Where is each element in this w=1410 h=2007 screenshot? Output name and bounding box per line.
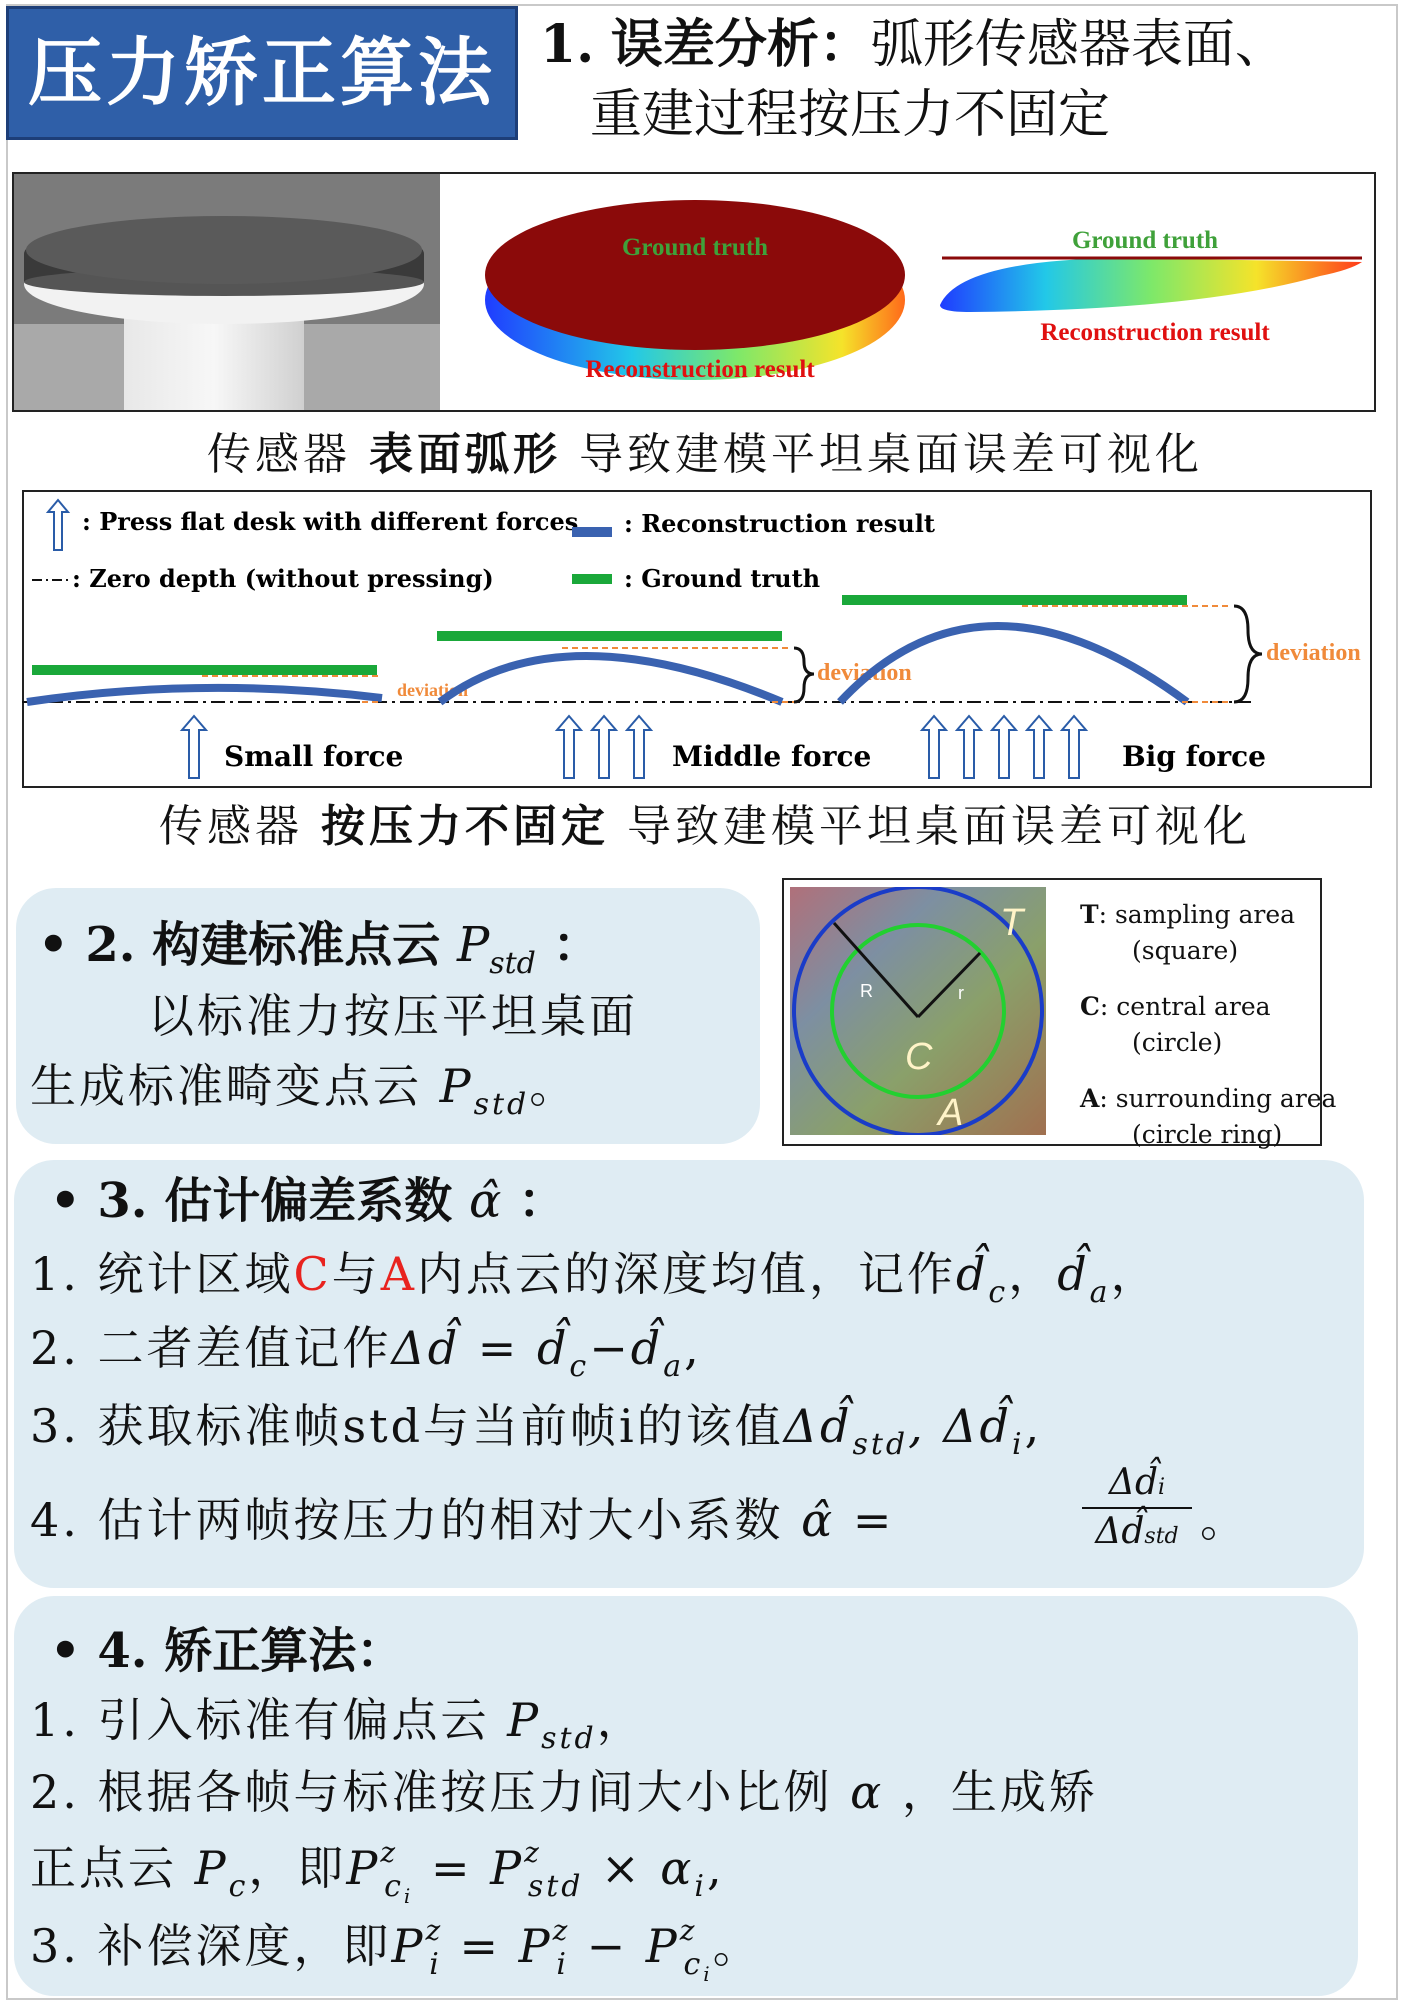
force-arrow-icon [1027, 716, 1051, 778]
caption-force-unfixed [20, 790, 1390, 854]
big-force-label: Big force [1122, 740, 1266, 773]
force-arrow-icon [992, 716, 1016, 778]
area-key: T: sampling area (square) C: central area (circle) A: surrounding area (circle ring) [1080, 900, 1337, 1149]
area-C-letter: C [905, 1036, 933, 1078]
section4-line3: 正点云 $P_c$，即$P^z_{c_i} = P^z_{std} \times \alpha_i$, [30, 1836, 725, 1908]
caption2-bold: 按压力不固定 [321, 801, 609, 852]
force-arrow-icon [922, 716, 946, 778]
area-A-letter: A [938, 1092, 964, 1134]
section1-heading [540, 10, 1400, 150]
deviation-big: deviation [1266, 640, 1361, 666]
section1-heading-line1: 弧形传感器表面、 [870, 15, 1287, 75]
section2-line1: 以标准力按压平坦桌面 [148, 989, 638, 1043]
reconstruction-3d-left [460, 180, 930, 406]
section2-colon: ： [552, 917, 601, 973]
area-R-letter: R [860, 981, 873, 1001]
gt-label-right: Ground truth [1071, 227, 1219, 254]
section3-line4: 4. 估计两帧按压力的相对大小系数 α̂ = [30, 1493, 895, 1547]
caption-surface-arc [20, 418, 1390, 482]
caption2-pre: 传感器 [159, 801, 303, 852]
force-arrow-icon [182, 716, 206, 778]
legend-rec-text: : Reconstruction result [624, 509, 935, 538]
section4-title: • 4. 矫正算法： [50, 1623, 405, 1679]
sensor-photo [14, 174, 440, 410]
section2-title [38, 906, 601, 981]
section2-title-text: • 2. 构建标准点云 [38, 917, 441, 973]
section1-heading-bold: 误差分析： [610, 14, 871, 75]
section3-line2: 2. 二者差值记作Δd̂ = $d̂_c-d̂_a$, [30, 1321, 702, 1384]
section3-line3: 3. 获取标准帧std与当前帧i的该值$\Delta d̂_{std}$, $\Delta d̂_i$, [30, 1399, 1043, 1462]
area-T-letter: T [1000, 902, 1024, 944]
up-arrow-icon [48, 500, 68, 550]
force-arrow-icon [1062, 716, 1086, 778]
section2-var-sub: std [489, 946, 536, 981]
force-arrow-icon [627, 716, 651, 778]
alpha-fraction: Δd̂i Δd̂std [1082, 1462, 1192, 1552]
gt-label-left: Ground truth [621, 234, 769, 261]
rec-label-right: Reconstruction result [1040, 319, 1270, 346]
section4-line2: 2. 根据各帧与标准按压力间大小比例 α ，生成矫 [30, 1765, 1098, 1819]
legend-zero-text: : Zero depth (without pressing) [72, 564, 494, 593]
force-arrow-icon [592, 716, 616, 778]
small-force-label: Small force [224, 740, 404, 773]
force-arrow-icon [957, 716, 981, 778]
sampling-area-image [790, 887, 1046, 1135]
deviation-small: deviation [397, 680, 469, 700]
caption1-bold: 表面弧形 [369, 429, 561, 480]
caption1-post: 导致建模平坦桌面误差可视化 [579, 429, 1203, 480]
legend-gt-text: : Ground truth [624, 564, 821, 593]
caption1-pre: 传感器 [207, 429, 351, 480]
section1-heading-line2: 重建过程按压力不固定 [590, 85, 1111, 145]
section3-line1: 1. 统计区域C与A内点云的深度均值，记作$d̂_c$，$d̂_a$， [30, 1247, 1160, 1310]
deviation-middle: deviation [817, 660, 912, 686]
rec-label-left: Reconstruction result [585, 356, 815, 383]
section1-number: 1. [540, 14, 595, 75]
rec-curve-small [27, 688, 382, 702]
middle-force-label: Middle force [672, 740, 872, 773]
section4-line4: 3. 补偿深度，即$P^z_i = P^z_i - P^z_{c_i}$。 [30, 1914, 762, 1986]
reconstruction-3d-right [940, 180, 1370, 406]
section2-var: P [456, 917, 490, 973]
legend-arrow-text: : Press flat desk with different forces [82, 507, 579, 536]
force-arrow-icon [557, 716, 581, 778]
section4-line1: 1. 引入标准有偏点云 $P_{std}$， [30, 1693, 646, 1756]
caption2-post: 导致建模平坦桌面误差可视化 [627, 801, 1251, 852]
section3-title: • 3. 估计偏差系数 α̂ ： [50, 1173, 567, 1229]
section2-line2-text: 生成标准畸变点云 [30, 1059, 422, 1113]
area-r-letter: r [958, 983, 964, 1003]
rec-curve-middle [440, 656, 782, 702]
main-title: 压力矫正算法 [6, 6, 518, 140]
force-figure [22, 490, 1372, 788]
section2-line2: 生成标准畸变点云 $P_{std}$。 [30, 1059, 579, 1122]
